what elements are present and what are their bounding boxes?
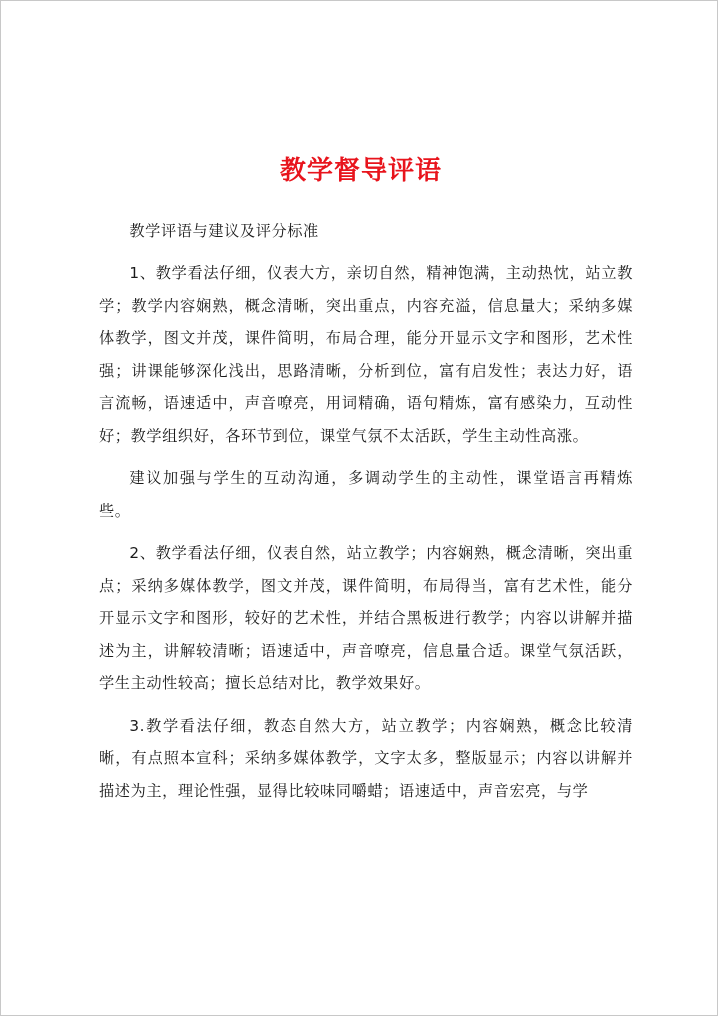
document-body xyxy=(99,215,633,817)
paragraph-4: 3.教学看法仔细，教态自然大方，站立教学；内容娴熟，概念比较清晰，有点照本宣科；采纳多媒体教学，文字太多，整版显示；内容以讲解并描述为主，理论性强，显得比较味同嚼蜡；语速适中，声音宏亮，与学 xyxy=(99,716,633,800)
paragraph-3: 2、教学看法仔细，仪表自然，站立教学；内容娴熟，概念清晰，突出重点；采纳多媒体教学，图文并茂，课件简明，布局得当，富有艺术性，能分开显示文字和图形，较好的艺术性，并结合黑板进行教学；内容以讲解并描述为主，讲解较清晰；语速适中，声音嘹亮，信息量合适。课堂气氛活跃，学生主动性较高；擅长总结对比，教学效果好。 xyxy=(99,544,633,692)
paragraph-1: 1、教学看法仔细，仪表大方，亲切自然，精神饱满，主动热忱，站立教学；教学内容娴熟，概念清晰，突出重点，内容充溢，信息量大；采纳多媒体教学，图文并茂，课件简明，布局合理，能分开显示文字和图形，艺术性强；讲课能够深化浅出，思路清晰，分析到位，富有启发性；表达力好，语言流畅，语速适中，声音嘹亮，用词精确，语句精炼，富有感染力，互动性好；教学组织好，各环节到位，课堂气氛不太活跃，学生主动性高涨。 xyxy=(99,264,633,445)
page-title: 教学督导评语 xyxy=(279,156,442,186)
section-subtitle: 教学评语与建议及评分标准 xyxy=(129,222,319,240)
paragraph-2: 建议加强与学生的互动沟通，多调动学生的主动性，课堂语言再精炼些。 xyxy=(99,469,633,520)
